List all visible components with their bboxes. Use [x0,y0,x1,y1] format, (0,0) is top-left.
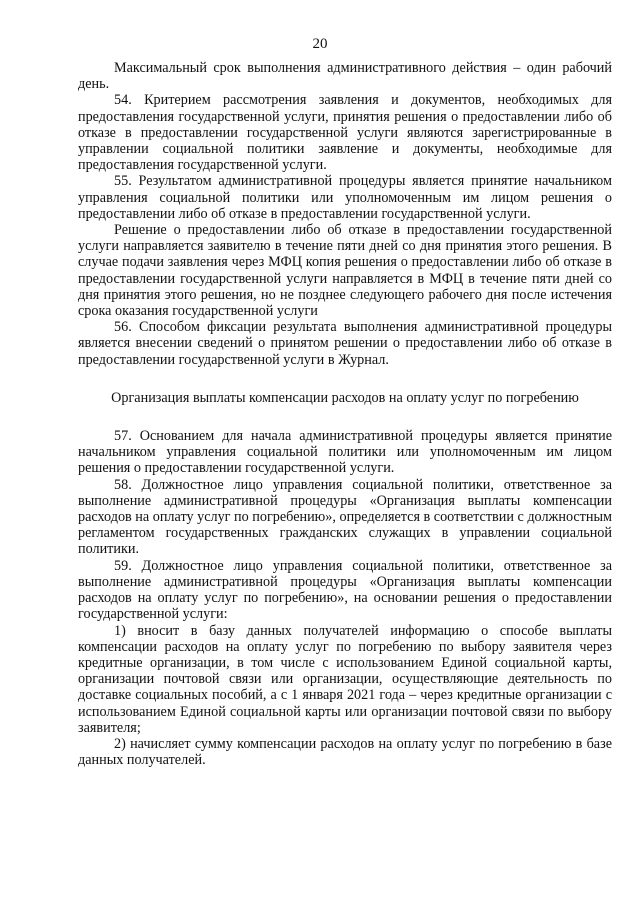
paragraph-58: 58. Должностное лицо управления социальной политики, ответственное за выполнение административной процедуры «Организация выплаты компенсации расходов на оплату услуг по погребению», определяется в соответствии с должностным регламентом государственных гражданских служащих в управлении социальной политики. [78,476,612,558]
paragraph-decision: Решение о предоставлении либо об отказе в предоставлении государственной услуги направляется заявителю в течение пяти дней со дня принятия этого решения. В случае подачи заявления через МФЦ копия решения о предоставлении либо об отказе в предоставлении государственной услуги направляется в МФЦ в течение пяти дней со дня принятия этого решения, но не позднее следующего рабочего дня после истечения срока оказания государственной услуги [78,222,612,320]
paragraph-57: 57. Основанием для начала административной процедуры является принятие начальником управления социальной политики или уполномоченным им лицом решения о предоставлении государственной услуги. [78,428,612,477]
document-body [78,60,612,768]
list-item-1: 1) вносит в базу данных получателей информацию о способе выплаты компенсации расходов на оплату услуг по погребению по выбору заявителя через кредитные организации, в том числе с использованием Единой социальной карты, организации почтовой связи или организации, осуществляющие деятельность по доставке социальных пособий, а с 1 января 2021 года – через кредитные организации с использованием Единой социальной карты или организации почтовой связи по выбору заявителя; [78,622,612,736]
section-heading: Организация выплаты компенсации расходов на оплату услуг по погребению [111,389,579,406]
paragraph-55: 55. Результатом административной процедуры является принятие начальником управления социальной политики или уполномоченным им лицом решения о предоставлении либо об отказе в предоставлении государственной услуги. [78,173,612,222]
paragraph-max-term: Максимальный срок выполнения административного действия – один рабочий день. [78,60,612,93]
paragraph-56: 56. Способом фиксации результата выполнения административной процедуры является внесении сведений о принятом решении о предоставлении либо об отказе в предоставлении государственной услуги в Журнал. [78,319,612,368]
paragraph-54: 54. Критерием рассмотрения заявления и документов, необходимых для предоставления государственной услуги, принятия решения о предоставлении либо об отказе в предоставлении государственной услуги являются зарегистрированные в управлении социальной политики заявление и документы, необходимые для предоставления государственной услуги. [78,92,612,174]
list-item-2: 2) начисляет сумму компенсации расходов на оплату услуг по погребению в базе данных получателей. [78,735,612,769]
page-number: 20 [312,36,328,52]
paragraph-59: 59. Должностное лицо управления социальной политики, ответственное за выполнение административной процедуры «Организация выплаты компенсации расходов на оплату услуг по погребению», на основании решения о предоставлении государственной услуги: [78,557,612,623]
